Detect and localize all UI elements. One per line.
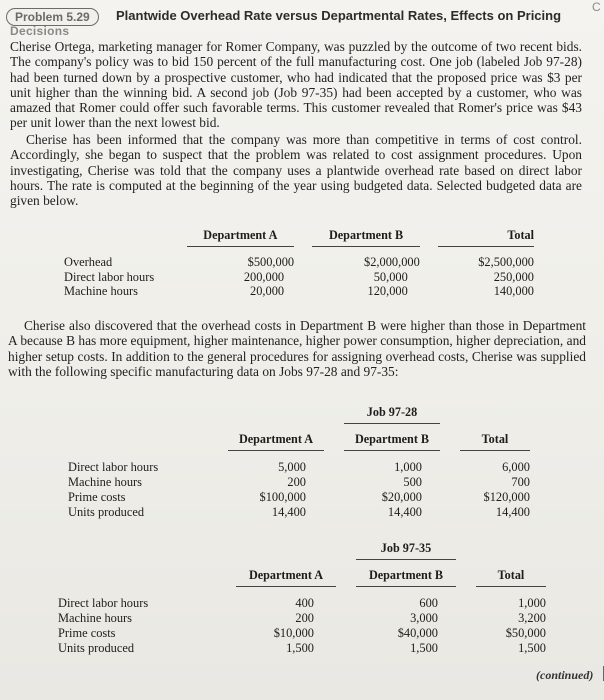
row-label: Machine hours [58, 611, 132, 625]
cell-dept-b: $2,000,000 [364, 255, 420, 269]
row-label: Machine hours [64, 284, 138, 298]
problem-subtitle: Decisions [10, 24, 70, 38]
job-97-28-col-dept-b: Department B [344, 424, 440, 451]
table-row [64, 270, 534, 285]
budget-col-dept-a: Department A [187, 228, 295, 247]
cell-total: 14,400 [495, 505, 530, 519]
cell-dept-b: 3,000 [410, 611, 438, 625]
row-label: Units produced [68, 505, 145, 519]
cell-total: 250,000 [493, 269, 534, 284]
cell-dept-a: 5,000 [278, 460, 306, 474]
paragraph-department-costs: Cherise also discovered that the overhead costs in Department B were higher than those in Department A because B has more equipment, higher maintenance, higher power consumption, higher depreciation, and higher setup costs. In addition to the general procedures for assigning overhead costs, Cherise was supplied with the following specific manufacturing data on Jobs 97-28 and 97-35: [8, 318, 586, 379]
paragraph-intro: Cherise Ortega, marketing manager for Romer Company, was puzzled by the outcome of two recent bids. The company's policy was to bid 150 percent of the full manufacturing cost. One job (labeled Job 97-28) had been turned down by a prospective customer, who had indicated that the proposed price was $3 per unit higher than the winning bid. A second job (Job 97-35) had been accepted by a customer, who was amazed that Romer could offer such favorable terms. This customer revealed that Romer's price was $43 per unit lower than the next lowest bid. [10, 39, 582, 131]
budget-data-table [64, 228, 534, 299]
job-97-28-col-total: Total [460, 424, 530, 451]
job-97-28-table [68, 405, 530, 520]
continued-note: (continued) [536, 668, 594, 682]
cell-dept-b: 600 [419, 596, 438, 610]
table-row [64, 284, 534, 299]
row-label: Units produced [58, 641, 135, 655]
table-row [68, 460, 530, 475]
page-edge-mark: C [592, 0, 601, 14]
cell-dept-a: 200,000 [243, 269, 285, 284]
row-label: Prime costs [58, 626, 116, 640]
cell-dept-a: 400 [295, 596, 314, 610]
table-row [68, 475, 530, 490]
cell-dept-a: $10,000 [273, 626, 314, 640]
cell-total: 700 [511, 475, 530, 489]
row-label: Prime costs [68, 490, 126, 504]
table-row [58, 596, 546, 611]
row-label: Overhead [64, 255, 113, 269]
cell-dept-b: 120,000 [367, 284, 408, 298]
cell-dept-a: $100,000 [259, 490, 306, 504]
cell-total: 1,000 [518, 596, 546, 610]
cell-dept-a: $500,000 [247, 255, 295, 269]
row-label: Direct labor hours [64, 269, 155, 284]
problem-title: Plantwide Overhead Rate versus Departmental Rates, Effects on Pricing [116, 8, 562, 23]
table-row [68, 505, 530, 520]
cell-dept-a: 1,500 [286, 641, 314, 655]
cell-dept-b: 1,000 [394, 460, 422, 474]
budget-header-blank [64, 228, 187, 247]
cell-dept-b: 50,000 [373, 269, 408, 284]
paragraph-investigation: Cherise has been informed that the company was more than competitive in terms of cost control. Accordingly, she began to suspect that the problem was related to cost assignment procedures. Upon investigating, Cherise was told that the company uses a plantwide overhead rate based on direct labor hours. The rate is computed at the beginning of the year using budgeted data. Selected budgeted data are given below. [10, 132, 582, 209]
table-row [58, 611, 546, 626]
row-label: Machine hours [68, 475, 142, 489]
job-97-35-caption: Job 97-35 [356, 541, 456, 560]
cell-total: $50,000 [505, 626, 546, 640]
table-row [58, 641, 546, 656]
cell-dept-a: 200 [287, 475, 306, 489]
cell-total: 6,000 [502, 460, 530, 474]
table-row [58, 626, 546, 641]
cell-dept-a: 20,000 [250, 284, 285, 298]
cell-dept-b: $40,000 [397, 626, 438, 640]
job-97-28-col-dept-a: Department A [228, 424, 324, 451]
problem-header [6, 4, 596, 32]
row-label: Direct labor hours [58, 596, 149, 610]
budget-col-dept-b: Department B [312, 228, 420, 247]
job-97-28-caption: Job 97-28 [344, 405, 440, 424]
job-97-35-col-total: Total [476, 560, 546, 587]
job-97-35-col-dept-a: Department A [236, 560, 336, 587]
page-edge-bracket [598, 666, 604, 681]
cell-dept-b: 500 [403, 475, 422, 489]
cell-dept-b: 14,400 [387, 505, 422, 519]
table-row [68, 490, 530, 505]
table-row [64, 255, 534, 270]
cell-dept-a: 14,400 [271, 505, 306, 519]
cell-total: $2,500,000 [478, 255, 534, 269]
cell-total: $120,000 [483, 490, 530, 504]
job-97-35-table [58, 541, 546, 656]
cell-total: 140,000 [493, 284, 534, 298]
row-label: Direct labor hours [68, 460, 159, 474]
budget-header-row [64, 228, 534, 247]
cell-dept-b: 1,500 [410, 641, 438, 655]
problem-number-badge: Problem 5.29 [6, 8, 99, 26]
job-97-35-col-dept-b: Department B [356, 560, 456, 587]
cell-dept-a: 200 [295, 611, 314, 625]
budget-col-total: Total [438, 228, 534, 247]
cell-total: 3,200 [518, 611, 546, 625]
cell-dept-b: $20,000 [381, 490, 422, 504]
cell-total: 1,500 [518, 641, 546, 655]
